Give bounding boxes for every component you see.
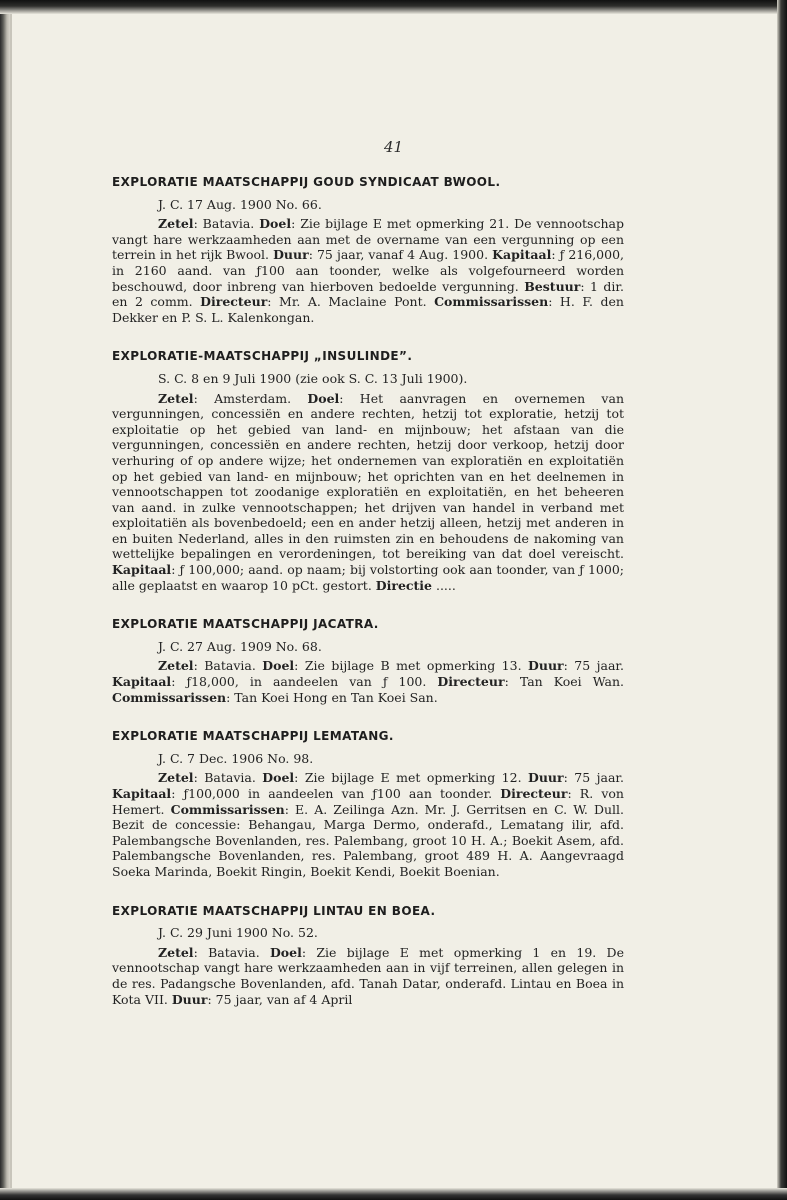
directeur-label: Directeur — [437, 674, 505, 690]
entry-reference: J. C. 7 Dec. 1906 No. 98. — [158, 750, 314, 766]
page-content — [112, 175, 624, 1031]
doel-label: Doel — [262, 658, 295, 674]
duur-value: : 75 jaar, van af 4 April — [207, 991, 353, 1007]
zetel-label: Zetel — [158, 770, 194, 786]
doel-value: : Zie bijlage B met opmerking 13. — [294, 658, 522, 674]
doel-label: Doel — [269, 944, 302, 960]
page-edge-top — [0, 0, 787, 14]
bestuur-label: Bestuur — [524, 278, 581, 294]
kapitaal-value: : ƒ 216,000, in 2160 aand. van ƒ100 aan toonder, welke als volgefourneerd worden beschouwd, door inbreng van hierboven bedoelde vergunning. — [112, 247, 625, 294]
kapitaal-value: : ƒ18,000, in aandeelen van ƒ 100. — [171, 674, 427, 690]
zetel-label: Zetel — [158, 944, 194, 960]
directeur-label: Directeur — [200, 294, 268, 310]
commissarissen-label: Commissarissen — [112, 689, 227, 705]
entry-jacatra — [112, 617, 624, 705]
entry-goud-syndicaat-bwool — [112, 175, 624, 325]
directeur-value: : Mr. A. Maclaine Pont. — [267, 294, 427, 310]
gutter-line — [10, 0, 12, 1200]
directeur-label: Directeur — [500, 786, 568, 801]
directie-value: ..... — [432, 577, 456, 593]
entry-body — [112, 216, 624, 325]
entry-heading: EXPLORATIE MAATSCHAPPIJ LEMATANG. — [112, 729, 394, 744]
zetel-value: : Batavia. — [193, 658, 256, 674]
kapitaal-label: Kapitaal — [112, 786, 172, 801]
entry-body — [112, 770, 624, 879]
entry-heading: EXPLORATIE MAATSCHAPPIJ JACATRA. — [112, 617, 379, 632]
zetel-value: : Batavia. — [193, 770, 256, 786]
directie-label: Directie — [375, 577, 433, 593]
kapitaal-label: Kapitaal — [112, 674, 172, 690]
zetel-value: : Batavia. — [193, 944, 260, 960]
bestuur-value: : 1 dir. en 2 comm. — [112, 278, 624, 310]
zetel-value: : Amsterdam. — [193, 390, 292, 406]
directeur-value: : Tan Koei Wan. — [504, 674, 624, 690]
page-edge-bottom — [0, 1188, 787, 1200]
doel-value: : Het aanvragen en overnemen van vergunningen, concessiën en andere rechten, hetzij tot exploratie, hetzij tot exploitatie op het gebied van land- en mijnbouw; het afstaan van die vergunningen, concessiën en andere rechten, hetzij door verkoop, hetzij door verhuring of op andere wijze; het ondernemen van exploratiën en exploitatiën op het gebied van land- en mijnbouw; het oprichten van en het deelnemen in vennootschappen tot zoodanige exploratiën en exploitatiën, en het beheeren van aand. in zulke vennootschappen; het drijven van handel in verband met exploitatiën als bovenbedoeld; een en ander hetzij alleen, hetzij met anderen in en buiten Nederland, alles in den ruimsten zin en behoudens de nakoming van wettelijke bepalingen en verordeningen, tot bereiking van dat doel vereischt. — [112, 390, 624, 562]
doel-value: : Zie bijlage E met opmerking 12. — [294, 770, 522, 786]
entry-heading: EXPLORATIE-MAATSCHAPPIJ „INSULINDE”. — [112, 349, 413, 364]
doel-value: : Zie bijlage E met opmerking 21. De vennootschap vangt hare werkzaamheden aan met de overname van een vergunning op een terrein in het rijk Bwool. — [112, 216, 624, 263]
doel-label: Doel — [307, 390, 340, 406]
entry-lematang — [112, 729, 624, 879]
entry-reference: S. C. 8 en 9 Juli 1900 (zie ook S. C. 13 Juli 1900). — [158, 370, 468, 386]
zetel-label: Zetel — [158, 658, 194, 674]
commissarissen-value: : Tan Koei Hong en Tan Koei San. — [226, 689, 438, 705]
page-number: 41 — [383, 138, 404, 156]
entry-reference: J. C. 29 Juni 1900 No. 52. — [158, 925, 318, 941]
duur-value: : 75 jaar. — [563, 770, 624, 786]
directeur-value: : R. von Hemert. — [112, 786, 624, 817]
doel-label: Doel — [262, 770, 295, 786]
entry-body — [112, 945, 624, 1007]
zetel-label: Zetel — [158, 216, 194, 232]
duur-value: : 75 jaar, vanaf 4 Aug. 1900. — [308, 247, 489, 263]
doel-label: Doel — [259, 216, 292, 232]
page-edge-right — [777, 0, 787, 1200]
duur-label: Duur — [528, 658, 564, 674]
kapitaal-value: : ƒ 100,000; aand. op naam; bij volstorting ook aan toonder, van ƒ 1000; alle geplaatst en waarop 10 pCt. gestort. — [112, 562, 624, 593]
commissarissen-value: : E. A. Zeilinga Azn. Mr. J. Gerritsen en C. W. Dull. Bezit de concessie: Behangau, Marga Dermo, onderafd., Lematang ilir, afd. Palembangsche Bovenlanden, res. Palembang, groot 10 H. A.; Boekit Asem, afd. Palembangsche Bovenlanden, res. Palembang, groot 489 H. A. Aangevraagd Soeka Marinda, Boekit Ringin, Boekit Kendi, Boekit Boenian. — [112, 801, 624, 879]
entry-reference: J. C. 27 Aug. 1909 No. 68. — [158, 638, 322, 654]
kapitaal-label: Kapitaal — [492, 247, 552, 263]
zetel-label: Zetel — [158, 390, 194, 406]
entry-body — [112, 391, 624, 594]
duur-label: Duur — [273, 247, 309, 263]
duur-label: Duur — [171, 991, 208, 1007]
entry-body — [112, 658, 624, 705]
duur-label: Duur — [528, 770, 564, 786]
entry-heading: EXPLORATIE MAATSCHAPPIJ LINTAU EN BOEA. — [112, 903, 436, 918]
kapitaal-label: Kapitaal — [112, 562, 172, 578]
entry-insulinde — [112, 349, 624, 593]
commissarissen-label: Commissarissen — [170, 801, 285, 817]
entry-reference: J. C. 17 Aug. 1900 No. 66. — [158, 196, 322, 212]
zetel-value: : Batavia. — [193, 216, 255, 232]
kapitaal-value: : ƒ100,000 in aandeelen van ƒ100 aan toonder. — [171, 786, 493, 801]
duur-value: : 75 jaar. — [563, 658, 625, 674]
doel-value: : Zie bijlage E met opmerking 1 en 19. De vennootschap vangt hare werkzaamheden aan in vijf terreinen, allen gelegen in de res. Padangsche Bovenlanden, afd. Tanah Datar, onderafd. Lintau en Boea in Kota VII. — [112, 944, 624, 1007]
entry-heading: EXPLORATIE MAATSCHAPPIJ GOUD SYNDICAAT BWOOL. — [112, 175, 501, 189]
entry-lintau-en-boea — [112, 904, 624, 1008]
commissarissen-label: Commissarissen — [434, 294, 549, 310]
commissarissen-value: : H. F. den Dekker en P. S. L. Kalenkongan. — [112, 294, 624, 325]
